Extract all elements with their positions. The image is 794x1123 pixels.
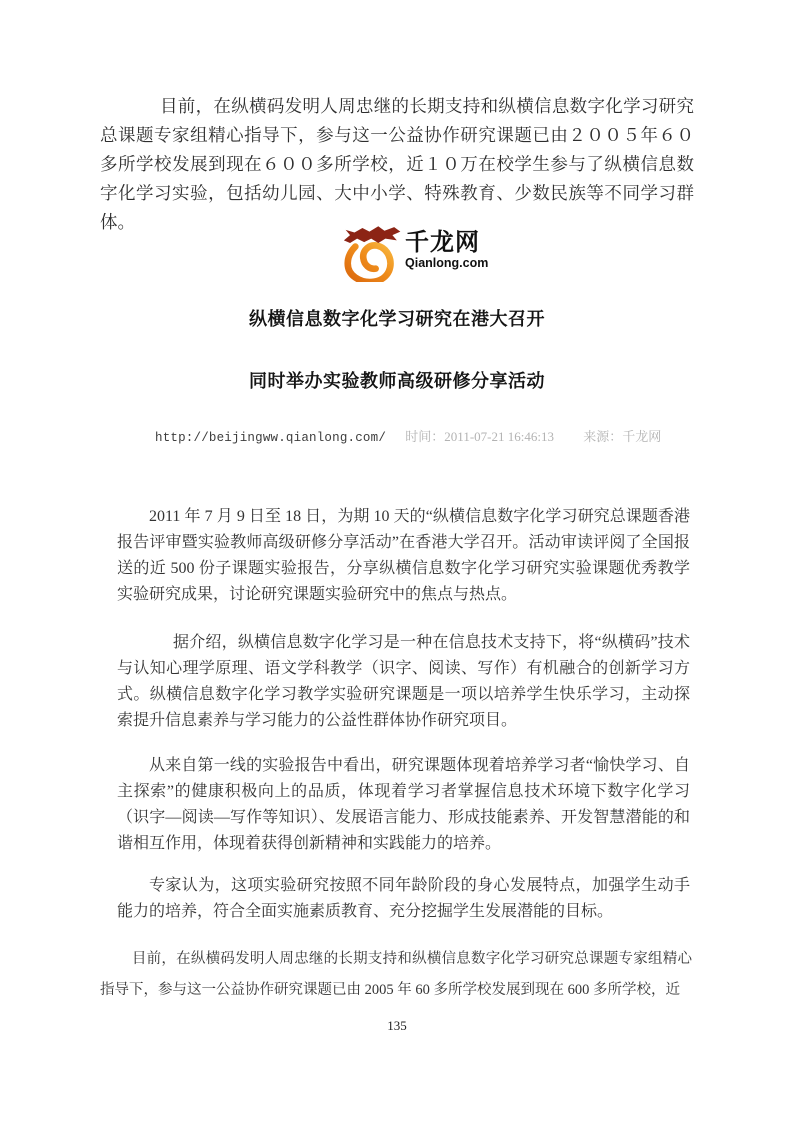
qianlong-logo — [343, 218, 489, 286]
page-number: 135 — [387, 1018, 407, 1033]
intro-paragraph: 目前，在纵横码发明人周忠继的长期支持和纵横信息数字化学习研究总课题专家组精心指导下，参与这一公益协作研究课题已由２００５年６０多所学校发展到现在６００多所学校，近１０万在校学生参与了纵横信息数字化学习实验，包括幼儿园、大中小学、特殊教育、少数民族等不同学习群体。 — [100, 96, 694, 232]
article-title-line2: 同时举办实验教师高级研修分享活动 — [249, 371, 545, 391]
body-paragraph-2: 据介绍，纵横信息数字化学习是一种在信息技术支持下，将“纵横码”技术与认知心理学原理、语文学科教学（识字、阅读、写作）有机融合的创新学习方式。纵横信息数字化学习教学实验研究课题是一项以培养学生快乐学习，主动探索提升信息素养与学习能力的公益性群体协作研究项目。 — [117, 634, 690, 729]
source-name: 来源：千龙网 — [583, 429, 662, 444]
article-title-line1: 纵横信息数字化学习研究在港大召开 — [249, 309, 545, 329]
publish-time: 时间：2011-07-21 16:46:13 — [405, 429, 554, 444]
body-paragraph-3: 从来自第一线的实验报告中看出，研究课题体现着培养学习者“愉快学习、自主探索”的健康积极向上的品质，体现着学习者掌握信息技术环境下数字化学习（识字—阅读—写作等知识）、发展语言能力、形成技能素养、开发智慧潜能的和谐相互作用，体现着获得创新精神和实践能力的培养。 — [117, 757, 690, 852]
dragon-swirl-logo-icon — [343, 220, 403, 282]
article-meta-line — [100, 428, 694, 447]
footer-paragraph: 目前，在纵横码发明人周忠继的长期支持和纵横信息数字化学习研究总课题专家组精心指导下，参与这一公益协作研究课题已由 2005 年 60 多所学校发展到现在 600 多所学校，近 — [100, 951, 692, 998]
logo-name: 千龙网 — [405, 229, 480, 256]
source-url: http://beijingww.qianlong.com/ — [155, 431, 387, 445]
logo-domain: Qianlong.com — [405, 256, 489, 270]
body-paragraph-4: 专家认为，这项实验研究按照不同年龄阶段的身心发展特点，加强学生动手能力的培养，符合全面实施素质教育、充分挖掘学生发展潜能的目标。 — [117, 877, 690, 920]
body-paragraph-1: 2011 年 7 月 9 日至 18 日，为期 10 天的“纵横信息数字化学习研究总课题香港报告评审暨实验教师高级研修分享活动”在香港大学召开。活动审读评阅了全国报送的近 500 份子课题实验报告，分享纵横信息数字化学习研究实验课题优秀教学实验研究成果，讨论研究课题实验研究中的焦点与热点。 — [117, 508, 690, 603]
logo-text — [405, 230, 488, 270]
